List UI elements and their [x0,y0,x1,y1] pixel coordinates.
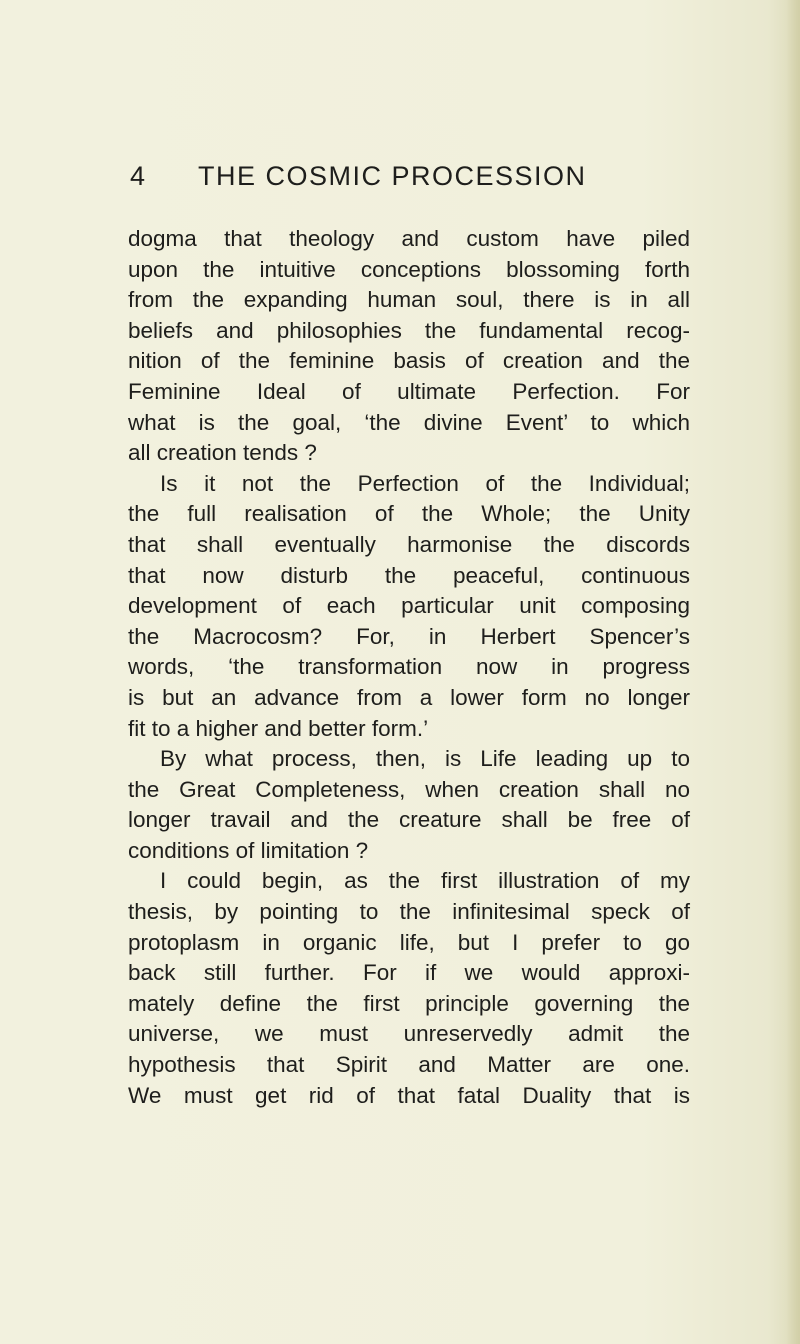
text-line: hypothesis that Spirit and Matter are one. [128,1052,690,1078]
text-line: Feminine Ideal of ultimate Perfection. For [128,378,690,404]
page-number: 4 [130,161,147,191]
text-line: longer travail and the creature shall be free of [128,807,690,833]
body-text [128,224,690,1111]
text-line: from the expanding human soul, there is in all [128,287,690,313]
text-line: protoplasm in organic life, but I prefer to go [128,929,690,955]
text-line: By what process, then, is Life leading up to [160,746,690,772]
text-line: thesis, by pointing to the infinitesimal speck of [128,899,690,925]
text-line: universe, we must unreservedly admit the [128,1021,690,1047]
text-line: what is the goal, ‘the divine Event’ to which [128,409,690,435]
running-head: THE COSMIC PROCESSION [198,161,587,191]
text-line: fit to a higher and better form.’ [128,715,429,741]
text-line: all creation tends ? [128,440,317,466]
text-line: conditions of limitation ? [128,837,369,863]
text-line: the full realisation of the Whole; the Unity [128,501,690,527]
text-line: We must get rid of that fatal Duality that is [128,1082,690,1108]
page-edge-shadow [786,0,800,1344]
text-line: Is it not the Perfection of the Individual; [160,470,690,496]
text-line: the Macrocosm? For, in Herbert Spencer’s [128,623,690,649]
text-line: the Great Completeness, when creation shall no [128,776,690,802]
text-line: development of each particular unit composing [128,593,690,619]
text-line: that now disturb the peaceful, continuous [128,562,690,588]
text-line: is but an advance from a lower form no longer [128,684,690,710]
text-line: I could begin, as the first illustration of my [160,868,690,894]
page-header [130,156,690,196]
text-line: back still further. For if we would approxi- [128,960,690,986]
text-line: dogma that theology and custom have piled [128,226,690,251]
text-line: words, ‘the transformation now in progress [128,654,690,680]
text-line: beliefs and philosophies the fundamental recog- [128,317,690,343]
text-line: nition of the feminine basis of creation and the [128,348,690,374]
text-line: mately define the first principle governing the [128,990,690,1016]
text-line: that shall eventually harmonise the discords [128,531,690,557]
text-line: upon the intuitive conceptions blossoming forth [128,256,690,282]
